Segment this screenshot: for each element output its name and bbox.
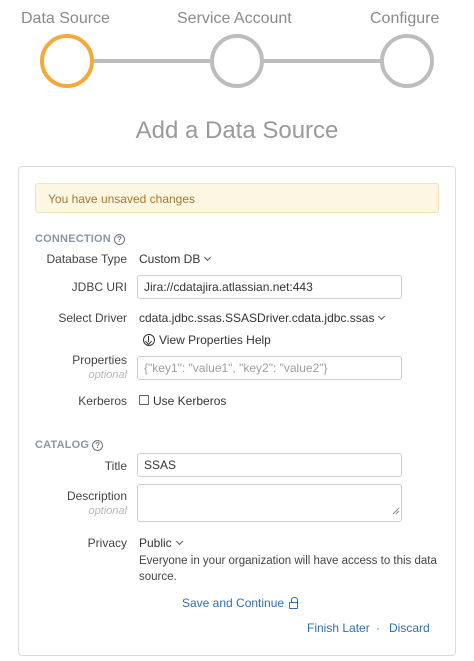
- step-label-data-source: Data Source: [21, 10, 110, 27]
- properties-optional-label: optional: [88, 369, 127, 381]
- description-optional-label: optional: [88, 505, 127, 517]
- use-kerberos-label[interactable]: Use Kerberos: [153, 394, 227, 408]
- action-separator: ·: [376, 621, 380, 635]
- discard-link[interactable]: Discard: [389, 621, 430, 635]
- title-label: Title: [104, 459, 127, 473]
- select-driver-select[interactable]: [139, 311, 384, 325]
- catalog-heading-text: CATALOG: [35, 439, 90, 451]
- privacy-hint: Everyone in your organization will have access to this data source.: [139, 555, 437, 583]
- page-title: Add a Data Source: [135, 117, 339, 144]
- database-type-select[interactable]: [139, 252, 210, 266]
- save-and-continue-label: Save and Continue: [182, 596, 285, 610]
- title-input[interactable]: [137, 453, 402, 477]
- step-circle-data-source[interactable]: [40, 34, 94, 88]
- step-connector-2: [262, 59, 384, 63]
- select-driver-label: Select Driver: [58, 311, 127, 325]
- properties-input[interactable]: [137, 356, 402, 380]
- privacy-value: Public: [139, 536, 172, 550]
- select-driver-value: cdata.jdbc.ssas.SSASDriver.cdata.jdbc.ssas: [139, 311, 375, 325]
- use-kerberos-checkbox[interactable]: [139, 395, 149, 405]
- data-source-form: [18, 166, 456, 656]
- view-properties-help-text: View Properties Help: [159, 333, 271, 347]
- description-label: Description: [66, 489, 127, 503]
- finish-later-link[interactable]: Finish Later: [307, 621, 370, 635]
- step-label-service-account: Service Account: [177, 10, 292, 27]
- view-properties-help-link[interactable]: [143, 333, 271, 347]
- unsaved-changes-alert: You have unsaved changes: [35, 183, 439, 213]
- description-textarea[interactable]: [137, 484, 402, 522]
- chevron-down-icon: [204, 254, 211, 261]
- resize-grip-icon[interactable]: [392, 507, 400, 515]
- connection-help-icon[interactable]: ?: [114, 234, 125, 245]
- privacy-select[interactable]: [139, 536, 182, 550]
- chevron-down-icon: [378, 313, 385, 320]
- step-circle-service-account[interactable]: [210, 34, 264, 88]
- step-connector-1: [92, 59, 214, 63]
- lock-icon: [289, 602, 298, 609]
- jdbc-uri-label: JDBC URI: [71, 280, 127, 294]
- properties-label: Properties: [72, 353, 127, 367]
- save-and-continue-button[interactable]: [182, 596, 298, 610]
- jdbc-uri-input[interactable]: [137, 275, 402, 299]
- catalog-heading: [35, 439, 103, 451]
- database-type-label: Database Type: [46, 252, 127, 266]
- step-label-configure: Configure: [370, 10, 440, 27]
- privacy-label: Privacy: [87, 536, 127, 550]
- step-circle-configure[interactable]: [380, 34, 434, 88]
- chevron-down-icon: [176, 538, 183, 545]
- database-type-value: Custom DB: [139, 252, 201, 266]
- connection-heading-text: CONNECTION: [35, 233, 111, 245]
- catalog-help-icon[interactable]: ?: [92, 440, 103, 451]
- kerberos-label: Kerberos: [78, 394, 127, 408]
- download-circle-icon: [143, 334, 155, 346]
- connection-heading: [35, 233, 125, 245]
